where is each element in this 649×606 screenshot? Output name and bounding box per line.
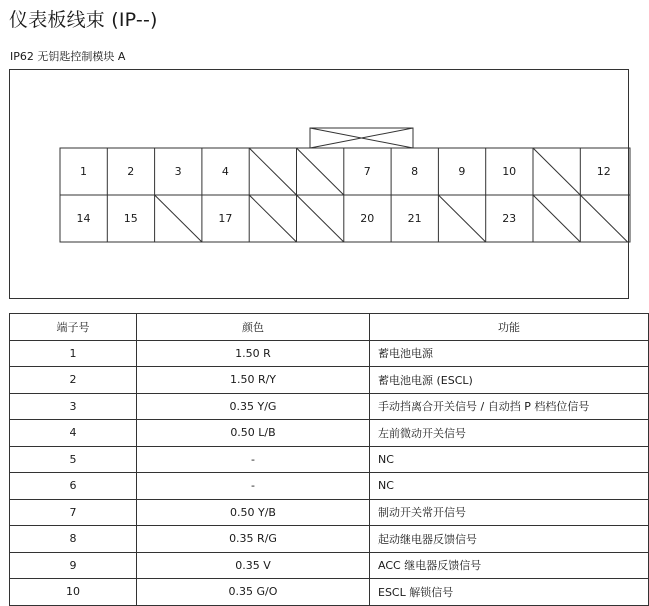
pin-label: 20	[360, 212, 375, 225]
pin-label: 10	[502, 165, 517, 178]
pin-label: 21	[407, 212, 422, 225]
function-cell: 起动继电器反馈信号	[370, 526, 649, 553]
wire-color-cell: 1.50 R	[137, 340, 370, 367]
table-row	[10, 340, 649, 367]
pin-number-cell: 6	[10, 473, 137, 500]
pin-label: 15	[123, 212, 138, 225]
function-cell: NC	[370, 473, 649, 500]
pin-label: 23	[502, 212, 517, 225]
connector-diagram	[0, 0, 605, 306]
pin-number-cell: 7	[10, 499, 137, 526]
pin-label: 2	[127, 165, 135, 178]
table-row	[10, 552, 649, 579]
wire-color-cell: -	[137, 473, 370, 500]
empty-cavity-slash	[249, 195, 296, 242]
pin-number-cell: 8	[10, 526, 137, 553]
wire-color-cell: 0.35 R/G	[137, 526, 370, 553]
pin-label: 14	[76, 212, 91, 225]
function-cell: ACC 继电器反馈信号	[370, 552, 649, 579]
pin-table	[9, 313, 649, 606]
wire-color-cell: 0.35 V	[137, 552, 370, 579]
header-function: 功能	[370, 314, 649, 341]
table-row	[10, 499, 649, 526]
table-row	[10, 446, 649, 473]
pin-number-cell: 1	[10, 340, 137, 367]
pin-label: 17	[218, 212, 233, 225]
function-cell: 手动挡离合开关信号 / 自动挡 P 档档位信号	[370, 393, 649, 420]
pin-label: 9	[458, 165, 466, 178]
wire-color-cell: -	[137, 446, 370, 473]
wire-color-cell: 0.50 L/B	[137, 420, 370, 447]
function-cell: ESCL 解锁信号	[370, 579, 649, 606]
table-row	[10, 579, 649, 606]
wire-color-cell: 0.35 Y/G	[137, 393, 370, 420]
connector-subtitle: IP62 无钥匙控制模块 A	[10, 50, 126, 63]
function-cell: 蓄电池电源 (ESCL)	[370, 367, 649, 394]
pin-number-cell: 9	[10, 552, 137, 579]
pin-label: 3	[174, 165, 182, 178]
function-cell: NC	[370, 446, 649, 473]
wire-color-cell: 0.35 G/O	[137, 579, 370, 606]
empty-cavity-slash	[155, 195, 202, 242]
header-color: 颜色	[137, 314, 370, 341]
function-cell: 蓄电池电源	[370, 340, 649, 367]
table-row	[10, 473, 649, 500]
pin-label: 8	[411, 165, 419, 178]
wire-color-cell: 0.50 Y/B	[137, 499, 370, 526]
table-header-row	[10, 314, 649, 341]
pin-number-cell: 2	[10, 367, 137, 394]
pin-label: 1	[80, 165, 87, 178]
empty-cavity-slash	[438, 195, 485, 242]
page-title: 仪表板线束 (IP--)	[9, 9, 158, 31]
pin-number-cell: 10	[10, 579, 137, 606]
pin-number-cell: 5	[10, 446, 137, 473]
empty-cavity-slash	[297, 148, 344, 195]
table-row	[10, 393, 649, 420]
table-row	[10, 420, 649, 447]
wire-color-cell: 1.50 R/Y	[137, 367, 370, 394]
table-row	[10, 526, 649, 553]
pin-number-cell: 4	[10, 420, 137, 447]
function-cell: 左前微动开关信号	[370, 420, 649, 447]
header-pin: 端子号	[10, 314, 137, 341]
pin-label: 4	[221, 165, 229, 178]
function-cell: 制动开关常开信号	[370, 499, 649, 526]
pin-label: 12	[596, 165, 611, 178]
pin-label: 7	[363, 165, 371, 178]
empty-cavity-slash	[533, 148, 580, 195]
empty-cavity-slash	[297, 195, 344, 242]
table-row	[10, 367, 649, 394]
empty-cavity-slash	[533, 195, 580, 242]
empty-cavity-slash	[249, 148, 296, 195]
pin-number-cell: 3	[10, 393, 137, 420]
